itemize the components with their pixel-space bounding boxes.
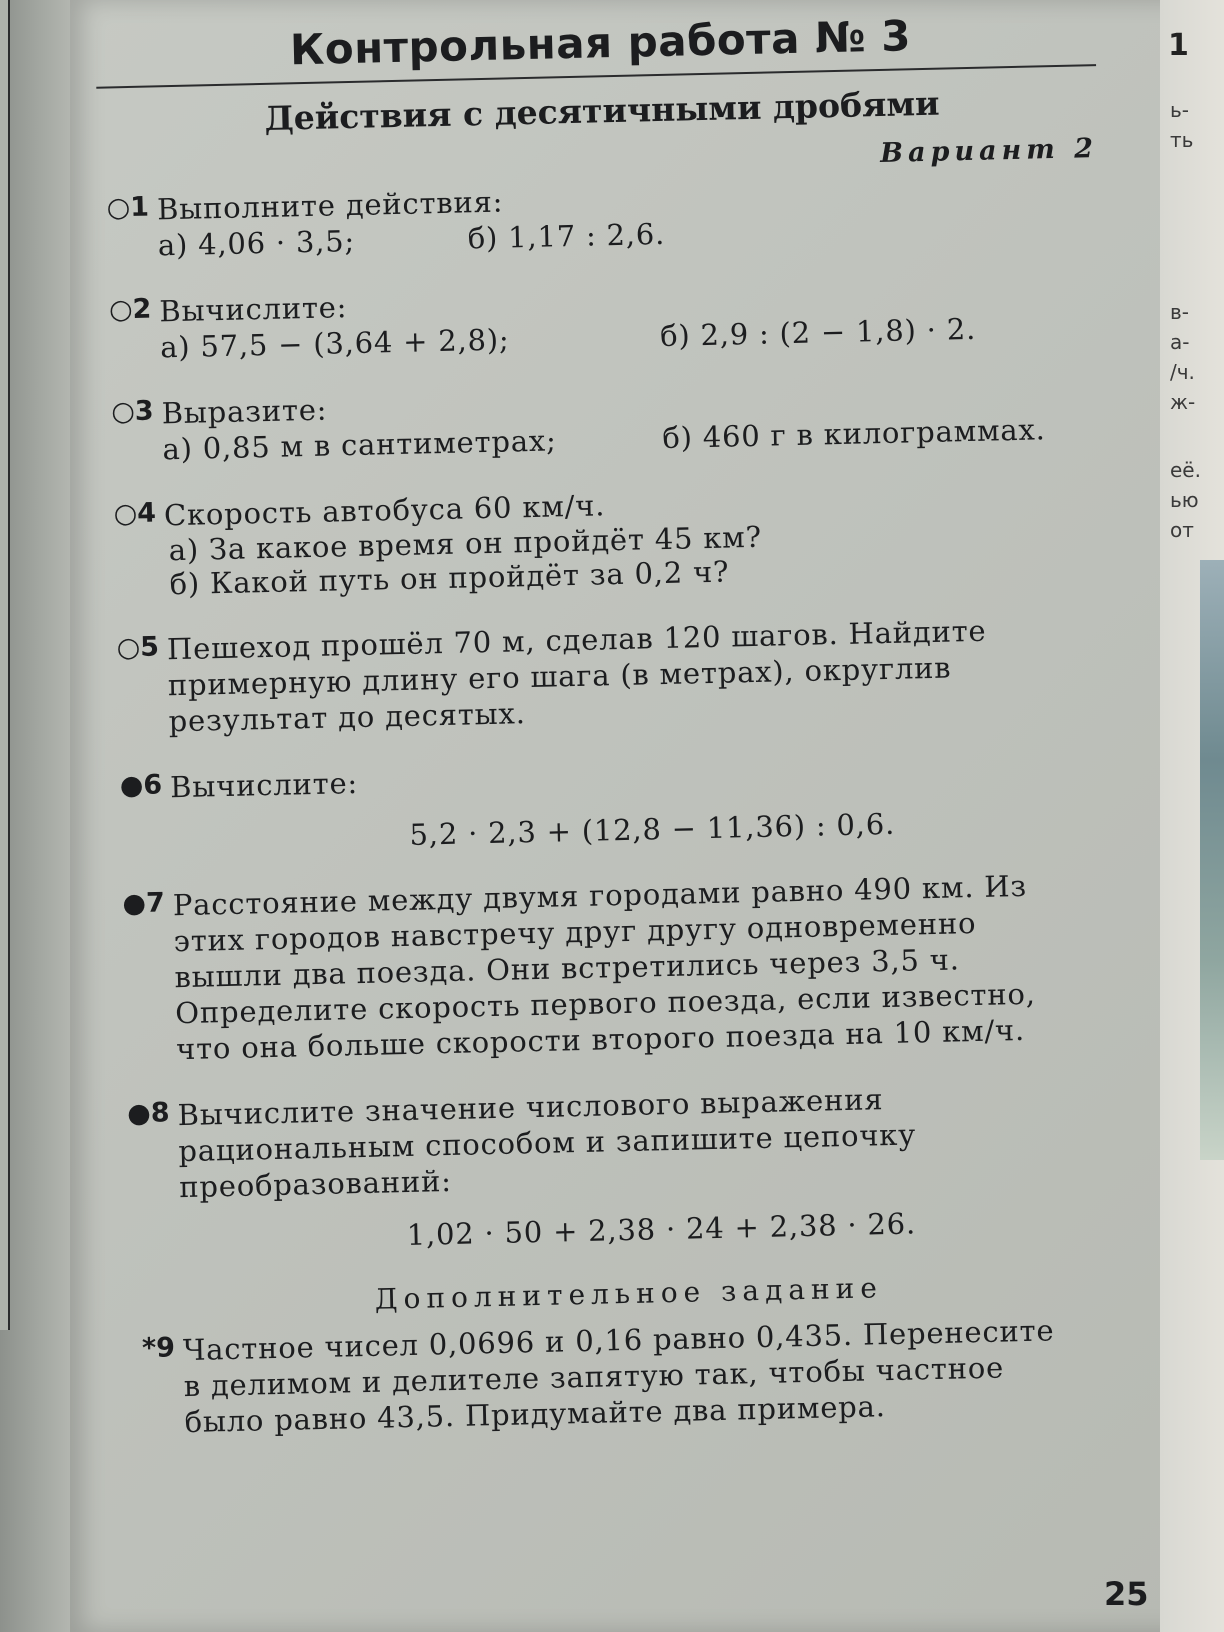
task-8 [109, 1075, 1142, 1258]
task-part-b: б) Какой путь он пройдёт за 0,2 ч? [169, 554, 730, 602]
right-page-number-fragment: 1 [1168, 28, 1189, 63]
right-text-fragment: ь- [1170, 98, 1190, 122]
page-title: Контрольная работа № 3 [289, 11, 912, 75]
task-number: ●6 [119, 769, 163, 802]
task-number: ○3 [110, 395, 155, 428]
task-7 [104, 865, 1138, 1068]
right-text-fragment: /ч. [1170, 360, 1195, 384]
task-part-b: б) 460 г в килограммах. [662, 412, 1046, 456]
task-expression: 1,02 · 50 + 2,38 · 24 + 2,38 · 26. [406, 1206, 917, 1253]
variant-label: Вариант 2 [879, 133, 1099, 169]
right-text-fragment: в- [1170, 300, 1190, 324]
task-text: Выразите: [161, 392, 328, 431]
task-part-b: б) 1,17 : 2,6. [467, 216, 666, 256]
right-text-fragment: ж- [1170, 390, 1196, 414]
page-content [85, 7, 1147, 1472]
page-number: 25 [1104, 1575, 1149, 1613]
task-text: Вычислите значение числового выражения рациональным способом и запишите цепочку преобразований: [177, 1082, 917, 1205]
task-part-a: а) За какое время он пройдёт 45 км? [168, 519, 763, 568]
task-text: Выполните действия: [156, 184, 504, 227]
task-expression: 5,2 · 2,3 + (12,8 − 11,36) : 0,6. [409, 806, 896, 852]
task-number: ○4 [113, 497, 157, 530]
right-text-fragment: ью [1170, 488, 1199, 512]
task-number: ○2 [108, 293, 152, 326]
right-text-fragment: а- [1170, 330, 1190, 354]
right-text-fragment: ть [1170, 128, 1194, 152]
task-text: Частное чисел 0,0696 и 0,16 равно 0,435. Перенесите в делимом и делителе запятую так, чтобы частное было равно 43,5. Придумайте два примера. [182, 1313, 1055, 1440]
task-number: ●8 [126, 1097, 170, 1130]
task-part-a: а) 57,5 − (3,64 + 2,8); [159, 322, 510, 365]
page-subtitle: Действия с десятичными дробями [263, 83, 940, 138]
task-2 [91, 272, 1122, 367]
task-number: ●7 [122, 887, 166, 920]
task-3 [93, 374, 1124, 469]
task-part-b: б) 2,9 : (2 − 1,8) · 2. [659, 311, 977, 354]
left-page-frame [0, 0, 10, 1330]
left-page-edge [0, 0, 70, 1632]
task-9 [115, 1310, 1147, 1441]
task-number: *9 [141, 1332, 176, 1365]
task-1 [89, 170, 1120, 265]
extra-task-heading: Дополнительное задание [374, 1271, 884, 1316]
task-text: Вычислите: [159, 290, 348, 329]
right-text-fragment: её. [1170, 458, 1201, 482]
right-text-fragment: от [1170, 518, 1194, 542]
task-part-a: а) 4,06 · 3,5; [157, 223, 356, 263]
task-text: Расстояние между двумя городами равно 490 км. Из этих городов навстречу друг другу одновременно вышли два поезда. Они встретились через 3,5 ч. Определите скорость первого поезда, если известно, что она больше скорости второго поезда на 10 км/ч. [172, 868, 1037, 1067]
task-text: Скорость автобуса 60 км/ч. [163, 488, 606, 533]
task-number: ○5 [116, 631, 160, 664]
photo-fragment [1200, 560, 1224, 1160]
right-page-edge [1160, 0, 1224, 1632]
task-text: Вычислите: [169, 766, 359, 805]
task-text: Пешеход прошёл 70 м, сделав 120 шагов. Найдите примерную длину его шага (в метрах), округлив результат до десятых. [166, 613, 987, 739]
task-4 [96, 476, 1128, 603]
task-part-a: а) 0,85 м в сантиметрах; [162, 423, 557, 467]
task-5 [99, 609, 1131, 740]
task-number: ○1 [106, 191, 150, 224]
task-6 [102, 747, 1134, 858]
